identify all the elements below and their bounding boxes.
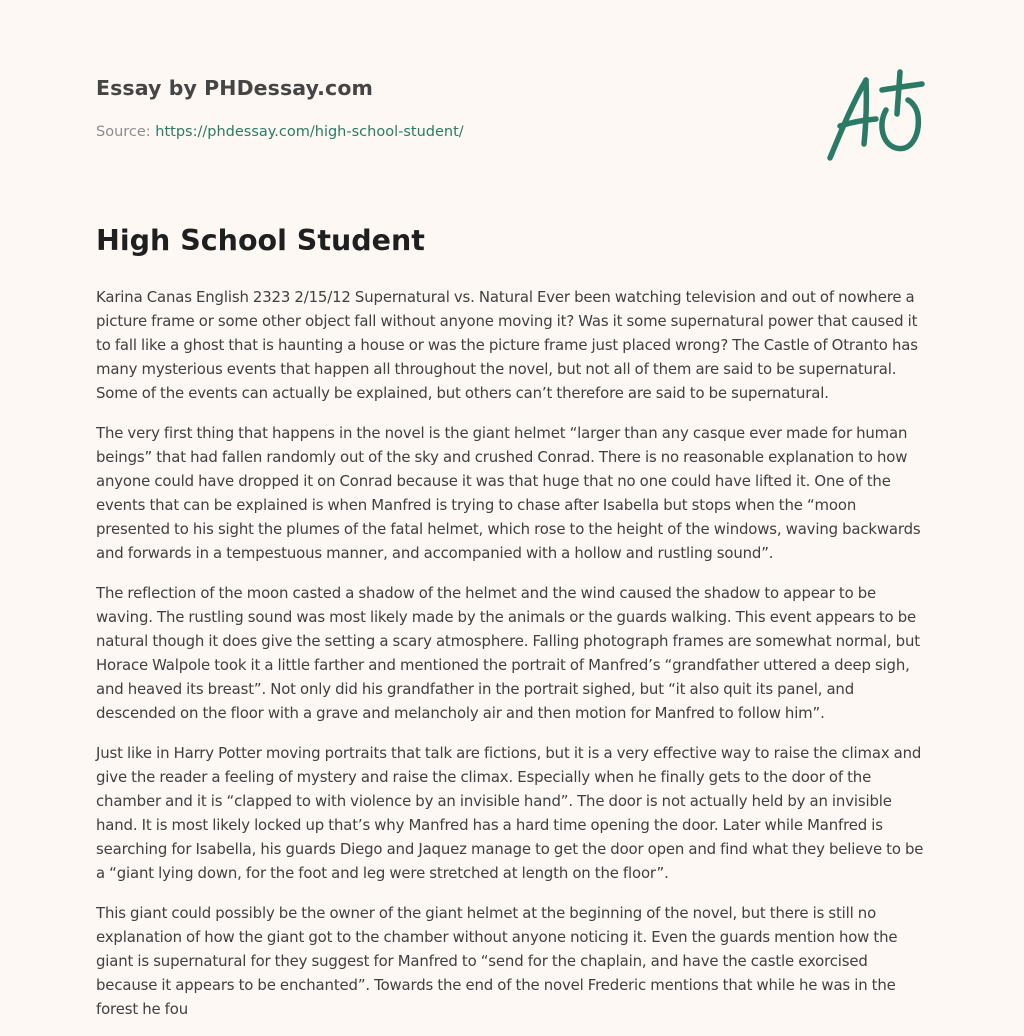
paragraph: The very first thing that happens in the novel is the giant helmet “larger than any casque ever made for human beings” that had fallen randomly out of the sky and crushed Conrad. There is no reasonable explanation to how anyone could have dropped it on Conrad because it was that huge that no one could have lifted it. One of the events that can be explained is when Manfred is trying to chase after Isabella but stops when the “moon presented to his sight the plumes of the fatal helmet, which rose to the height of the windows, waving backwards and forwards in a tempestuous manner, and accompanied with a hollow and rustling sound”. — [96, 424, 921, 562]
essay-title: High School Student — [96, 224, 425, 257]
paragraph: The reflection of the moon casted a shadow of the helmet and the wind caused the shadow to appear to be waving. The rustling sound was most likely made by the animals or the guards walking. This event appears to be natural though it does give the setting a scary atmosphere. Falling photograph frames are somewhat normal, but Horace Walpole took it a little farther and mentioned the portrait of Manfred’s “grandfather uttered a deep sigh, and heaved its breast”. Not only did his grandfather in the portrait sighed, but “it also quit its panel, and descended on the floor with a grave and melancholy air and then motion for Manfred to follow him”. — [96, 584, 920, 722]
source-line — [96, 124, 464, 140]
essay-body — [96, 285, 932, 1036]
a-plus-icon — [820, 64, 930, 164]
site-brand: Essay by PHDessay.com — [96, 76, 373, 100]
source-link[interactable]: https://phdessay.com/high-school-student/ — [155, 124, 464, 140]
source-label: Source: — [96, 124, 151, 140]
paragraph: This giant could possibly be the owner of the giant helmet at the beginning of the novel, but there is still no explanation of how the giant got to the chamber without anyone noticing it. Even the guards mention how the giant is supernatural for they suggest for Manfred to “send for the chaplain, and have the castle exorcised because it appears to be enchanted”. Towards the end of the novel Frederic mentions that while he was in the forest he fou — [96, 904, 898, 1018]
paragraph: Karina Canas English 2323 2/15/12 Supernatural vs. Natural Ever been watching television and out of nowhere a picture frame or some other object fall without anyone moving it? Was it some supernatural power that caused it to fall like a ghost that is haunting a house or was the picture frame just placed wrong? The Castle of Otranto has many mysterious events that happen all throughout the novel, but not all of them are said to be supernatural. Some of the events can actually be explained, but others can’t therefore are said to be supernatural. — [96, 288, 918, 402]
paragraph: Just like in Harry Potter moving portraits that talk are fictions, but it is a very effective way to raise the climax and give the reader a feeling of mystery and raise the climax. Especially when he finally gets to the door of the chamber and it is “clapped to with violence by an invisible hand”. The door is not actually held by an invisible hand. It is most likely locked up that’s why Manfred has a hard time opening the door. Later while Manfred is searching for Isabella, his guards Diego and Jaquez manage to get the door open and find what they believe to be a “giant lying down, for the foot and leg were stretched at length on the floor”. — [96, 744, 924, 882]
